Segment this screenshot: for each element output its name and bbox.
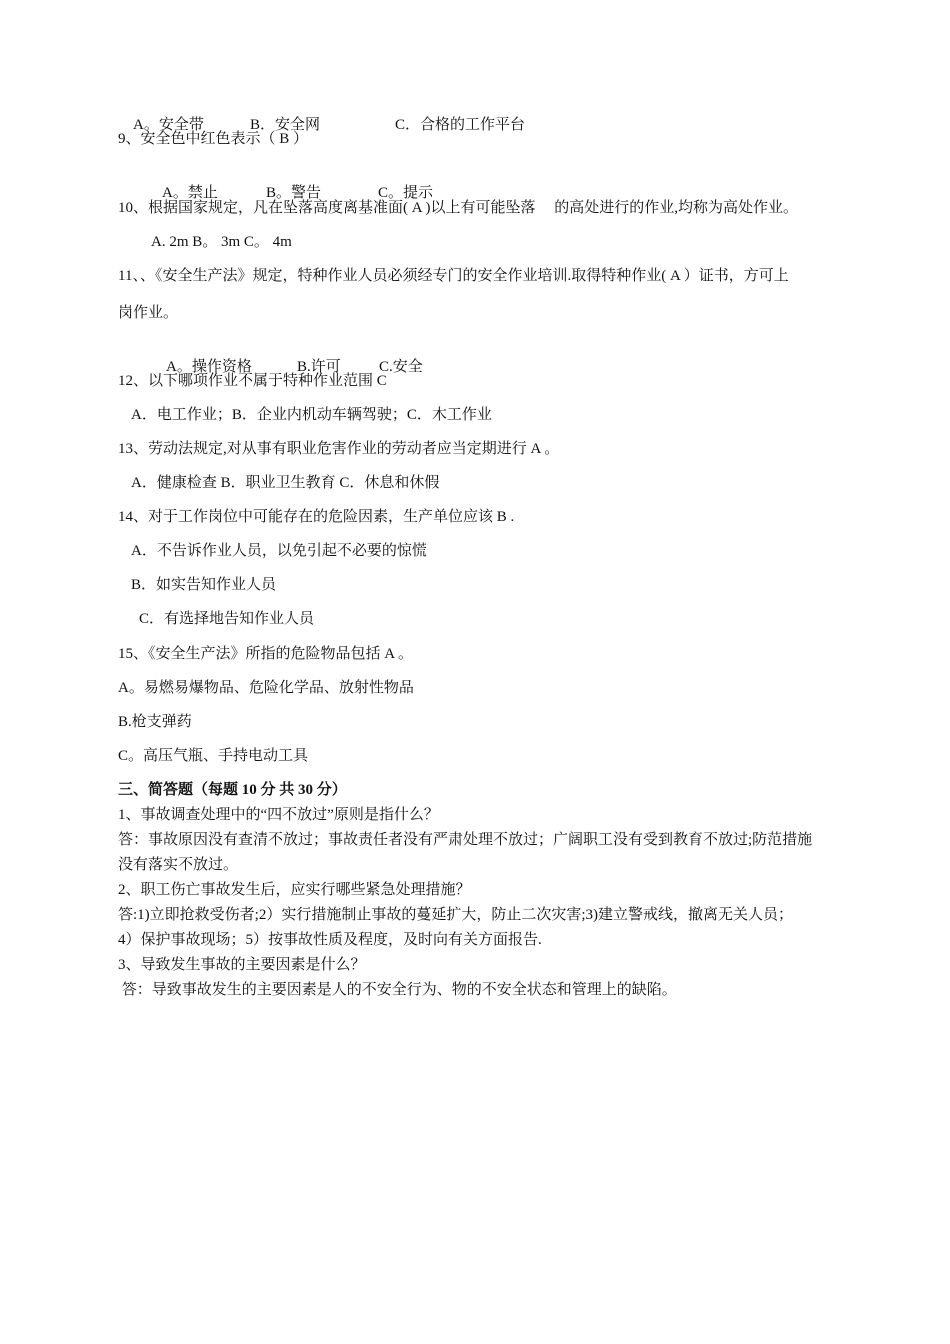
q11-option-b: B.许可 [297,359,341,375]
q9-option-c: C。提示 [378,185,434,201]
q12-options: A．电工作业；B．企业内机动车辆驾驶；C．木工作业 [131,407,492,423]
q10-options: A. 2m B。 3m C。 4m [151,234,292,250]
q11-question-line2: 岗作业。 [118,305,179,321]
s1-answer-line2: 没有落实不放过。 [118,857,239,873]
q14-question: 14、对于工作岗位中可能存在的危险因素，生产单位应该 B . [118,509,515,525]
q15-option-b: B.枪支弹药 [118,714,192,730]
q11-question-line1: 11、、《安全生产法》规定，特种作业人员必须经专门的安全作业培训.取得特种作业( A ）证书，方可上 [118,268,789,284]
q11-option-a: A。操作资格 [166,359,252,375]
s3-answer: 答：导致事故发生的主要因素是人的不安全行为、物的不安全状态和管理上的缺陷。 [118,982,677,998]
s1-question: 1、事故调查处理中的“四不放过”原则是指什么？ [118,807,439,823]
s2-question: 2、职工伤亡事故发生后，应实行哪些紧急处理措施？ [118,882,471,898]
s2-answer-line2: 4）保护事故现场；5）按事故性质及程度，及时向有关方面报告. [118,932,542,948]
q13-question: 13、劳动法规定,对从事有职业危害作业的劳动者应当定期进行 A 。 [118,441,560,457]
q14-option-b: B．如实告知作业人员 [131,577,277,593]
q15-question: 15、《安全生产法》所指的危险物品包括 A 。 [118,646,414,662]
s3-question: 3、导致发生事故的主要因素是什么？ [118,957,366,973]
q10-question: 10、根据国家规定，凡在坠落高度离基准面( A )以上有可能坠落 的高处进行的作业,均称为高处作业。 [118,200,798,216]
q8-option-a: A。安全带 [133,117,204,133]
q11-option-c: C.安全 [379,359,423,375]
q15-option-c: C。高压气瓶、手持电动工具 [118,748,309,764]
q12-question: 12、以下哪项作业不属于特种作业范围 C [118,373,387,389]
q8-option-c: C．合格的工作平台 [395,117,526,133]
q9-option-b: B。警告 [266,185,322,201]
q15-option-a: A。易燃易爆物品、危险化学品、放射性物品 [118,680,414,696]
q14-option-c: C．有选择地告知作业人员 [139,611,315,627]
s2-answer-line1: 答:1)立即抢救受伤者;2）实行措施制止事故的蔓延扩大，防止二次灾害;3)建立警戒线，撤离无关人员； [118,907,793,923]
q14-option-a: A．不告诉作业人员，以免引起不必要的惊慌 [131,543,427,559]
s1-answer-line1: 答：事故原因没有查清不放过；事故责任者没有严肃处理不放过；广阔职工没有受到教育不放过;防范措施 [118,832,813,848]
section3-heading: 三、简答题（每题 10 分 共 30 分） [118,782,347,798]
q8-option-b: B．安全网 [250,117,321,133]
q13-options: A．健康检查 B．职业卫生教育 C．休息和休假 [131,475,440,491]
q9-question: 9、安全色中红色表示（ B ） [118,131,309,147]
q9-option-a: A。禁止 [162,185,218,201]
